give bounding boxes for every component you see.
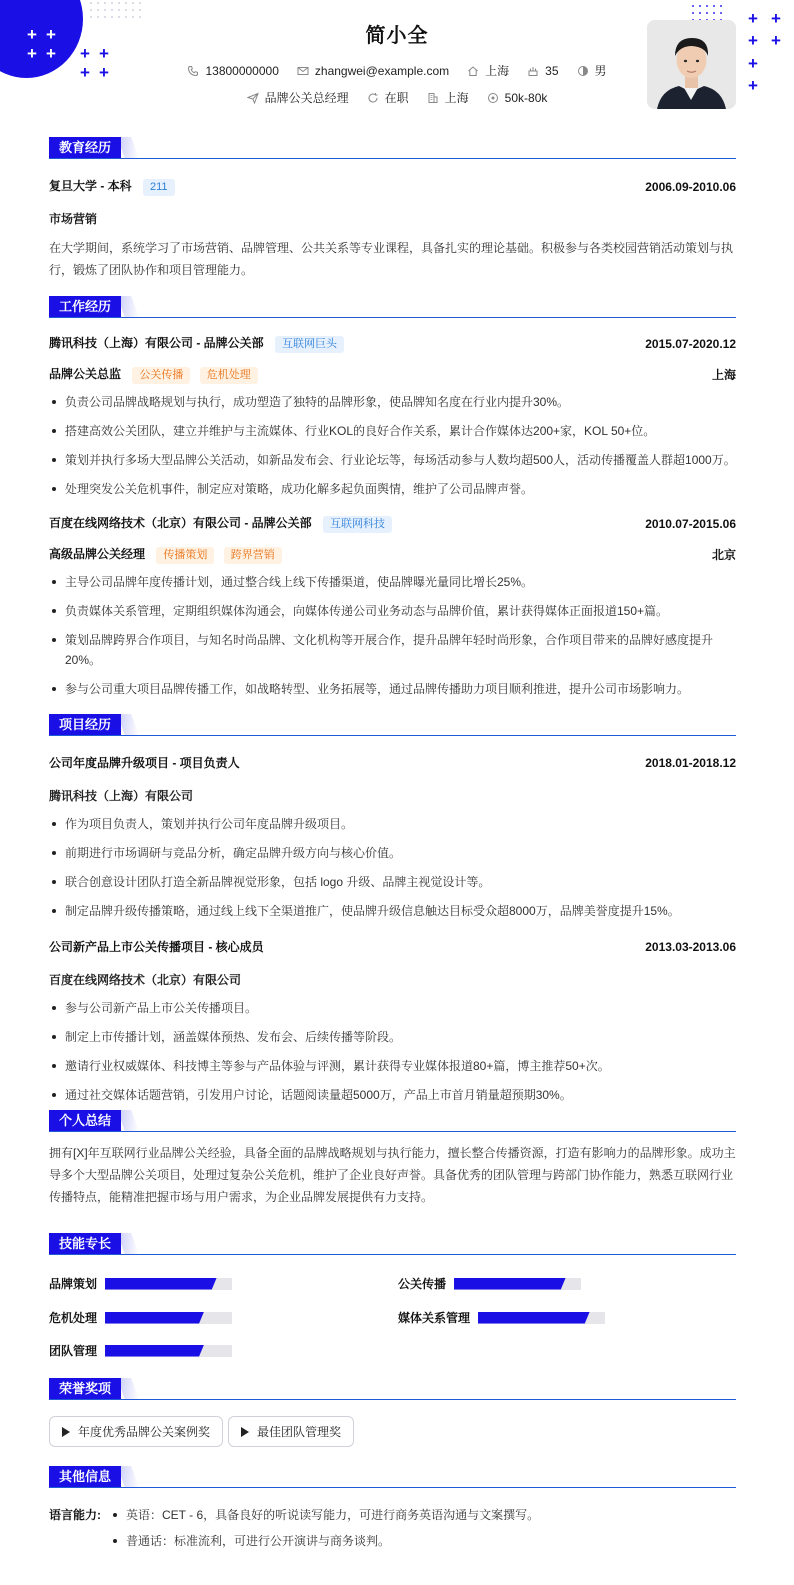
mail-icon bbox=[297, 65, 309, 77]
skill-tag: 传播策划 bbox=[156, 547, 214, 564]
phone-icon bbox=[187, 65, 199, 77]
skill-tag: 危机处理 bbox=[200, 367, 258, 384]
plus-decor: + bbox=[748, 9, 758, 28]
candidate-name: 简小全 bbox=[365, 25, 429, 47]
skill-bar bbox=[478, 1312, 605, 1324]
plus-decor: + bbox=[748, 76, 758, 95]
dot-decor bbox=[125, 9, 127, 11]
project-period: 2013.03-2013.06 bbox=[645, 939, 736, 954]
dot-decor bbox=[97, 2, 99, 4]
dot-decor bbox=[706, 12, 708, 14]
job-entry bbox=[49, 334, 736, 499]
plus-decor: + bbox=[27, 44, 37, 63]
company-line bbox=[49, 514, 392, 533]
status-text: 在职 bbox=[384, 91, 409, 105]
duty-item: 策划品牌跨界合作项目，与知名时尚品牌、文化机构等开展合作，提升品牌年轻时尚形象，合作项目带来的品牌好感度提升20%。 bbox=[49, 630, 736, 670]
age-item bbox=[527, 64, 558, 78]
skill-name: 危机处理 bbox=[49, 1311, 98, 1325]
skill-bar bbox=[454, 1278, 581, 1290]
cake-icon bbox=[527, 65, 539, 77]
dot-decor bbox=[139, 9, 141, 11]
awards-section bbox=[49, 1378, 736, 1400]
email-text: zhangwei@example.com bbox=[314, 63, 450, 78]
award-name: 年度优秀品牌公关案例奖 bbox=[78, 1425, 211, 1439]
job-target-item bbox=[247, 89, 349, 106]
dot-decor bbox=[713, 5, 715, 7]
avatar bbox=[647, 20, 736, 109]
dot-decor bbox=[90, 2, 92, 4]
plus-decor: + bbox=[46, 25, 56, 44]
section-title: 工作经历 bbox=[49, 296, 121, 317]
project-item: 邀请行业权威媒体、科技博主等参与产品体验与评测，累计获得专业媒体报道80+篇，博主推荐50+次。 bbox=[49, 1056, 736, 1076]
language-item: 普通话：标准流利，可进行公开演讲与商务谈判。 bbox=[110, 1531, 730, 1551]
skill-name: 公关传播 bbox=[398, 1277, 447, 1291]
target-city-text: 上海 bbox=[444, 91, 469, 105]
refresh-icon bbox=[367, 92, 379, 104]
plus-decor: + bbox=[771, 9, 781, 28]
other-section bbox=[49, 1466, 736, 1488]
summary-section bbox=[49, 1110, 736, 1208]
plus-decor: + bbox=[27, 25, 37, 44]
language-label: 语言能力: bbox=[49, 1508, 101, 1522]
job-role: 高级品牌公关经理 bbox=[49, 547, 146, 561]
dot-decor bbox=[692, 5, 694, 7]
job-city: 北京 bbox=[711, 548, 736, 562]
project-org: 腾讯科技（上海）有限公司 bbox=[49, 789, 194, 803]
skill-name: 团队管理 bbox=[49, 1344, 98, 1358]
section-header bbox=[49, 1233, 736, 1255]
skill-name: 品牌策划 bbox=[49, 1277, 98, 1291]
dot-decor bbox=[97, 16, 99, 18]
dot-decor bbox=[97, 9, 99, 11]
skill-tag: 跨界营销 bbox=[224, 547, 282, 564]
job-entry bbox=[49, 514, 736, 699]
job-duties bbox=[49, 392, 736, 499]
school-line bbox=[49, 177, 175, 196]
dot-decor bbox=[125, 16, 127, 18]
job-role-row bbox=[49, 545, 736, 564]
project-item: 参与公司新产品上市公关传播项目。 bbox=[49, 998, 736, 1018]
coin-icon bbox=[487, 92, 499, 104]
award-name: 最佳团队管理奖 bbox=[257, 1425, 342, 1439]
status-item bbox=[367, 89, 409, 106]
dot-decor bbox=[713, 12, 715, 14]
project-item: 制定上市传播计划，涵盖媒体预热、发布会、后续传播等阶段。 bbox=[49, 1027, 736, 1047]
job-period: 2015.07-2020.12 bbox=[645, 336, 736, 351]
section-title: 个人总结 bbox=[49, 1110, 121, 1131]
dot-decor bbox=[139, 16, 141, 18]
plus-decor: + bbox=[748, 54, 758, 73]
award-chip bbox=[49, 1416, 223, 1447]
company-line bbox=[49, 334, 344, 353]
skill-bar-fill bbox=[105, 1345, 204, 1357]
skill-bar bbox=[105, 1278, 232, 1290]
salary-item bbox=[487, 91, 548, 105]
work-section bbox=[49, 296, 736, 708]
location-item bbox=[467, 62, 509, 79]
duty-item: 负责公司品牌战略规划与执行，成功塑造了独特的品牌形象，使品牌知名度在行业内提升30%。 bbox=[49, 392, 736, 412]
dot-decor bbox=[706, 5, 708, 7]
job-duties bbox=[49, 572, 736, 699]
job-role-row bbox=[49, 365, 736, 384]
play-triangle-icon bbox=[241, 1427, 249, 1437]
job-period: 2010.07-2015.06 bbox=[645, 516, 736, 531]
dot-decor bbox=[104, 16, 106, 18]
section-title: 荣誉奖项 bbox=[49, 1378, 121, 1399]
building-icon bbox=[427, 92, 439, 104]
project-item: 联合创意设计团队打造全新品牌视觉形象，包括 logo 升级、品牌主视觉设计等。 bbox=[49, 872, 736, 892]
plus-decor: + bbox=[80, 44, 90, 63]
project-items bbox=[49, 814, 736, 921]
project-name: 公司年度品牌升级项目 - 项目负责人 bbox=[49, 756, 240, 770]
plus-decor: + bbox=[99, 44, 109, 63]
role-line bbox=[49, 545, 282, 564]
company-name: 腾讯科技（上海）有限公司 - 品牌公关部 bbox=[49, 336, 264, 350]
section-header bbox=[49, 1466, 736, 1488]
dot-grid-decor bbox=[90, 2, 141, 18]
company-name: 百度在线网络技术（北京）有限公司 - 品牌公关部 bbox=[49, 516, 312, 530]
project-entry bbox=[49, 938, 736, 1105]
duty-item: 负责媒体关系管理，定期组织媒体沟通会，向媒体传递公司业务动态与品牌价值，累计获得媒体正面报道150+篇。 bbox=[49, 601, 736, 621]
project-title-row bbox=[49, 754, 736, 771]
school-name: 复旦大学 - 本科 bbox=[49, 179, 132, 193]
dot-decor bbox=[720, 5, 722, 7]
dot-decor bbox=[139, 2, 141, 4]
send-icon bbox=[247, 92, 259, 104]
home-icon bbox=[467, 65, 479, 77]
skill-bar bbox=[105, 1312, 232, 1324]
project-title-row bbox=[49, 938, 736, 955]
school-badge: 211 bbox=[143, 179, 175, 196]
skill-bar-fill bbox=[478, 1312, 590, 1324]
plus-decor: + bbox=[99, 63, 109, 82]
education-section bbox=[49, 137, 736, 281]
duty-item: 搭建高效公关团队，建立并维护与主流媒体、行业KOL的良好合作关系，累计合作媒体达200+家，KOL 50+位。 bbox=[49, 421, 736, 441]
dot-decor bbox=[699, 12, 701, 14]
portrait-image bbox=[647, 20, 736, 109]
dot-decor bbox=[104, 9, 106, 11]
education-period: 2006.09-2010.06 bbox=[645, 179, 736, 194]
job-company-row bbox=[49, 334, 736, 353]
project-name: 公司新产品上市公关传播项目 - 核心成员 bbox=[49, 940, 264, 954]
gender-icon bbox=[577, 65, 589, 77]
language-item: 英语：CET - 6，具备良好的听说读写能力，可进行商务英语沟通与文案撰写。 bbox=[110, 1505, 730, 1525]
phone-text: 13800000000 bbox=[205, 63, 279, 78]
project-item: 作为项目负责人，策划并执行公司年度品牌升级项目。 bbox=[49, 814, 736, 834]
industry-tag: 互联网科技 bbox=[323, 516, 392, 533]
dot-decor bbox=[118, 9, 120, 11]
dot-decor bbox=[699, 5, 701, 7]
skill-bar-fill bbox=[105, 1312, 204, 1324]
skill-bar-fill bbox=[454, 1278, 566, 1290]
plus-decor: + bbox=[771, 31, 781, 50]
industry-tag: 互联网巨头 bbox=[275, 336, 344, 353]
project-item: 制定品牌升级传播策略，通过线上线下全渠道推广，使品牌升级信息触达目标受众超8000万，品牌美誉度提升15%。 bbox=[49, 901, 736, 921]
dot-decor bbox=[90, 9, 92, 11]
job-target-text: 品牌公关总经理 bbox=[264, 91, 349, 105]
duty-item: 主导公司品牌年度传播计划，通过整合线上线下传播渠道，使品牌曝光量同比增长25%。 bbox=[49, 572, 736, 592]
education-row bbox=[49, 177, 736, 196]
dot-decor bbox=[125, 2, 127, 4]
section-title: 教育经历 bbox=[49, 137, 121, 158]
dot-decor bbox=[111, 16, 113, 18]
section-header bbox=[49, 1110, 736, 1132]
skill-item bbox=[49, 1275, 232, 1292]
job-role: 品牌公关总监 bbox=[49, 367, 122, 381]
section-title: 项目经历 bbox=[49, 714, 121, 735]
skill-bar bbox=[105, 1345, 232, 1357]
plus-decor: + bbox=[46, 44, 56, 63]
age-text: 35 bbox=[545, 63, 559, 78]
duty-item: 参与公司重大项目品牌传播工作，如战略转型、业务拓展等，通过品牌传播助力项目顺利推进，提升公司市场影响力。 bbox=[49, 679, 736, 699]
salary-text: 50k-80k bbox=[504, 90, 548, 105]
skill-name: 媒体关系管理 bbox=[398, 1311, 471, 1325]
project-org: 百度在线网络技术（北京）有限公司 bbox=[49, 973, 242, 987]
dot-decor bbox=[132, 16, 134, 18]
job-company-row bbox=[49, 514, 736, 533]
target-city-item bbox=[427, 89, 469, 106]
project-item: 通过社交媒体话题营销，引发用户讨论，话题阅读量超5000万，产品上市首月销量超预期30%。 bbox=[49, 1085, 736, 1105]
section-title: 技能专长 bbox=[49, 1233, 121, 1254]
plus-decor: + bbox=[80, 63, 90, 82]
dot-decor bbox=[132, 2, 134, 4]
gender-text: 男 bbox=[594, 64, 607, 78]
duty-item: 处理突发公关危机事件，制定应对策略，成功化解多起负面舆情，维护了公司品牌声誉。 bbox=[49, 479, 736, 499]
skill-item bbox=[49, 1342, 232, 1359]
skill-item bbox=[398, 1275, 581, 1292]
gender-item bbox=[577, 62, 607, 79]
skill-item bbox=[398, 1309, 605, 1326]
dot-decor bbox=[118, 16, 120, 18]
skill-tag: 公关传播 bbox=[132, 367, 190, 384]
section-title: 其他信息 bbox=[49, 1466, 121, 1487]
section-header bbox=[49, 714, 736, 736]
dot-decor bbox=[111, 2, 113, 4]
dot-decor bbox=[692, 12, 694, 14]
dot-decor bbox=[90, 16, 92, 18]
section-header bbox=[49, 137, 736, 159]
project-entry bbox=[49, 754, 736, 921]
location-text: 上海 bbox=[485, 64, 510, 78]
play-triangle-icon bbox=[62, 1427, 70, 1437]
education-desc: 在大学期间，系统学习了市场营销、品牌管理、公共关系等专业课程，具备扎实的理论基础。积极参与各类校园营销活动策划与执行，锻炼了团队协作和项目管理能力。 bbox=[49, 241, 734, 277]
dot-decor bbox=[132, 9, 134, 11]
major: 市场营销 bbox=[49, 212, 98, 226]
section-header bbox=[49, 296, 736, 318]
project-items bbox=[49, 998, 736, 1105]
projects-section bbox=[49, 714, 736, 1114]
dot-decor bbox=[118, 2, 120, 4]
email-item bbox=[297, 64, 449, 78]
project-period: 2018.01-2018.12 bbox=[645, 755, 736, 770]
summary-text: 拥有[X]年互联网行业品牌公关经验，具备全面的品牌战略规划与执行能力，擅长整合传播资源，打造有影响力的品牌形象。成功主导多个大型品牌公关项目，处理过复杂公关危机，维护了企业良好声誉。具备优秀的团队管理与跨部门协作能力，熟悉互联网行业传播特点，能精准把握市场与用户需求，为企业品牌发展提供有力支持。 bbox=[49, 1146, 736, 1204]
skills-section bbox=[49, 1233, 736, 1255]
section-header bbox=[49, 1378, 736, 1400]
dot-decor bbox=[104, 2, 106, 4]
skill-bar-fill bbox=[105, 1278, 217, 1290]
project-item: 前期进行市场调研与竞品分析，确定品牌升级方向与核心价值。 bbox=[49, 843, 736, 863]
job-city: 上海 bbox=[711, 368, 736, 382]
skill-item bbox=[49, 1309, 232, 1326]
language-list bbox=[110, 1505, 730, 1560]
plus-decor: + bbox=[748, 31, 758, 50]
phone-item bbox=[187, 64, 278, 78]
dot-decor bbox=[720, 12, 722, 14]
dot-decor bbox=[111, 9, 113, 11]
duty-item: 策划并执行多场大型品牌公关活动，如新品发布会、行业论坛等，每场活动参与人数均超500人，活动传播覆盖人群超1000万。 bbox=[49, 450, 736, 470]
award-chip bbox=[228, 1416, 354, 1447]
role-line bbox=[49, 365, 258, 384]
